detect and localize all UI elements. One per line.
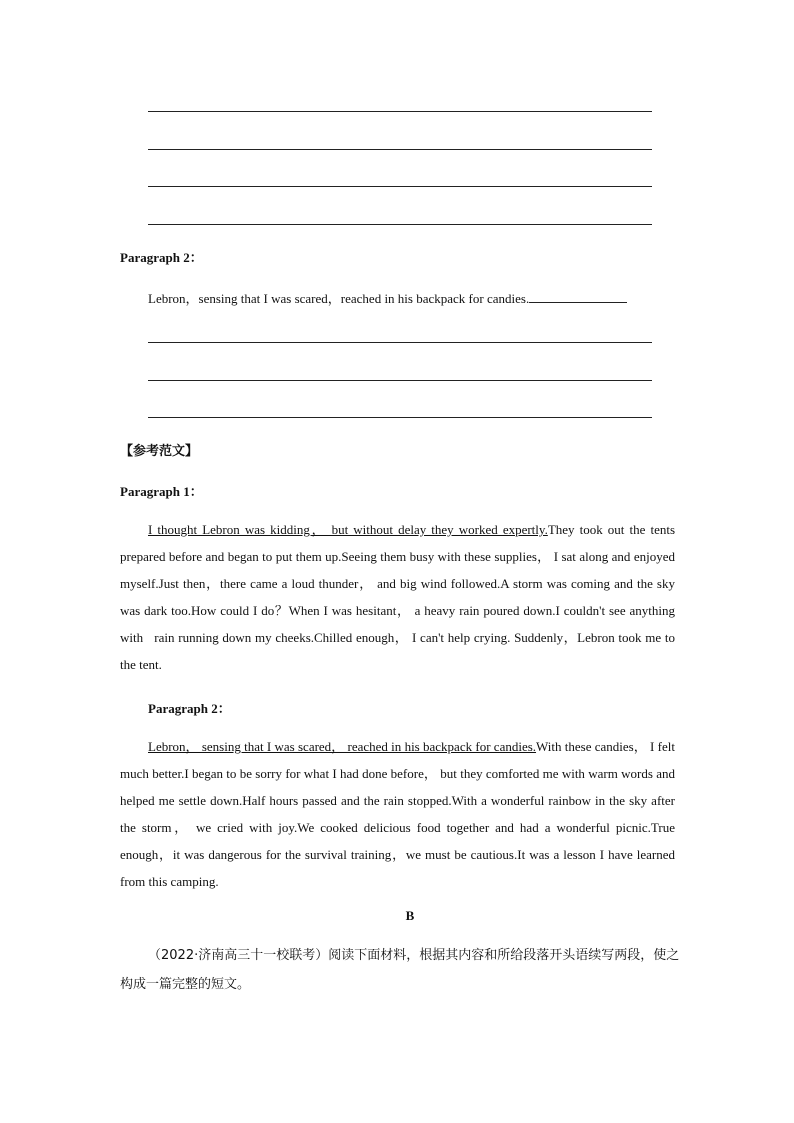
- reference-paragraph2-heading: Paragraph 2：: [148, 701, 231, 716]
- section-b-instructions: （2022·济南高三十一校联考）阅读下面材料，根据其内容和所给段落开头语续写两段，使之构成一篇完整的短文。: [120, 948, 680, 992]
- writing-line: [148, 149, 652, 150]
- paragraph-body: With these candies， I felt much better.I began to be sorry for what I had done before， but they comforted me with warm words and helped me settle down.Half hours passed and the rain stopped.With a wonderful rainbow in the sky after the storm， we cried with joy.We cooked delicious food together and had a wonderful picnic.True enough，it was dangerous for the survival training，we must be cautious.It was a lesson I have learned from this camping.: [120, 739, 675, 889]
- exercise-paragraph2-heading: Paragraph 2：: [120, 250, 203, 265]
- reference-paragraph1-heading: Paragraph 1：: [120, 484, 203, 499]
- exercise-paragraph2-prompt: [148, 288, 627, 307]
- writing-line: [148, 186, 652, 187]
- writing-line: [148, 111, 652, 112]
- answer-blank: [529, 289, 627, 303]
- underlined-opening: Lebron， sensing that I was scared， reached in his backpack for candies.: [148, 739, 537, 754]
- writing-line: [148, 417, 652, 418]
- writing-line: [148, 380, 652, 381]
- reference-paragraph2-text: [120, 733, 675, 895]
- underlined-opening: I thought Lebron was kidding， but without delay they worked expertly.: [148, 522, 548, 537]
- writing-line: [148, 224, 652, 225]
- writing-line: [148, 342, 652, 343]
- paragraph-body: They took out the tents prepared before and began to put them up.Seeing them busy with these supplies， I sat along and enjoyed myself.Just then，there came a loud thunder， and big wind followed.A storm was coming and the sky was dark too.How could I do？When I was hesitant， a heavy rain poured down.I couldn't see anything with rain running down my cheeks.Chilled enough， I can't help crying. Suddenly，Lebron took me to the tent.: [120, 522, 676, 672]
- section-b-label: B: [405, 908, 415, 923]
- reference-title: 【参考范文】: [120, 444, 199, 459]
- reference-paragraph1-text: [120, 516, 675, 678]
- prompt-text: Lebron，sensing that I was scared，reached in his backpack for candies.: [148, 291, 530, 306]
